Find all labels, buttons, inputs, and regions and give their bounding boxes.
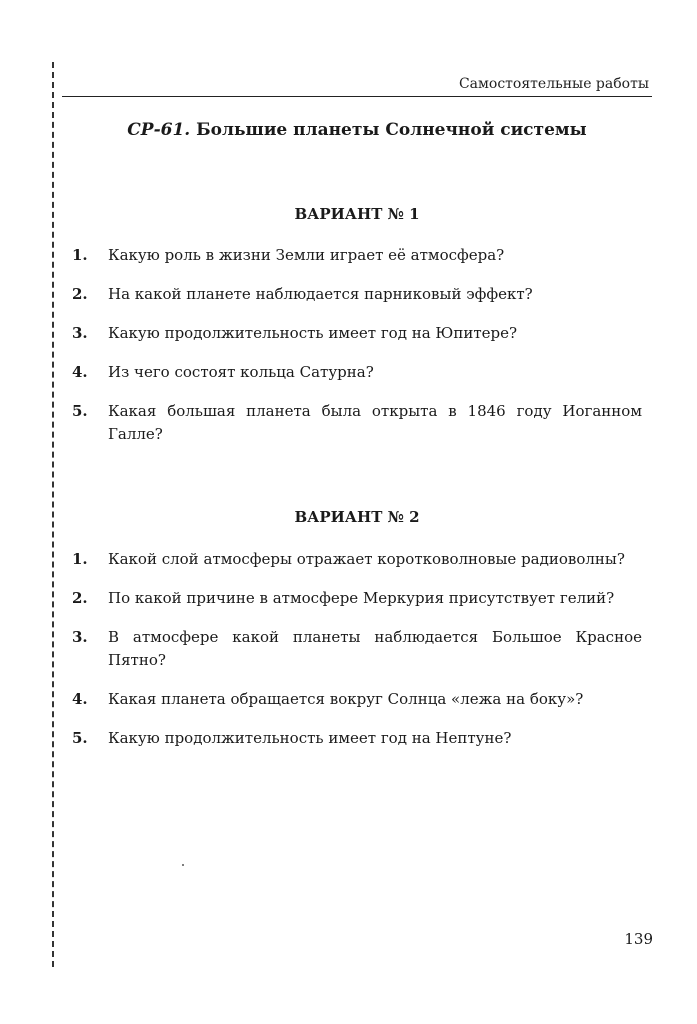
page-title	[62, 120, 652, 140]
question-number: 1.	[72, 550, 88, 568]
variant-2-questions	[72, 548, 642, 766]
question-item	[72, 548, 642, 571]
running-header: Самостоятельные работы	[458, 76, 649, 92]
question-text: Какую продолжительность имеет год на Юпитере?	[108, 324, 518, 342]
page-number: 139	[624, 930, 653, 948]
question-number: 4.	[72, 690, 88, 708]
margin-cut-line	[52, 62, 54, 967]
question-item	[72, 727, 642, 750]
question-item	[72, 688, 642, 711]
variant-2-heading: ВАРИАНТ № 2	[294, 508, 420, 526]
question-number: 5.	[72, 729, 88, 747]
question-number: 3.	[72, 324, 88, 342]
question-number: 2.	[72, 589, 88, 607]
question-text: Какая большая планета была открыта в 1846 году Иоганном Галле?	[108, 402, 642, 443]
title-text: Большие планеты Солнечной системы	[196, 120, 587, 140]
title-code: СР-61.	[127, 120, 191, 140]
question-number: 4.	[72, 363, 88, 381]
scan-speck	[182, 864, 184, 866]
question-number: 3.	[72, 628, 88, 646]
question-text: Какую продолжительность имеет год на Нептуне?	[108, 729, 512, 747]
question-item	[72, 244, 642, 267]
question-text: По какой причине в атмосфере Меркурия присутствует гелий?	[108, 589, 615, 607]
question-text: Какую роль в жизни Земли играет её атмосфера?	[108, 246, 505, 264]
question-item	[72, 361, 642, 384]
question-item	[72, 283, 642, 306]
variant-1-heading: ВАРИАНТ № 1	[294, 205, 420, 223]
question-text: На какой планете наблюдается парниковый эффект?	[108, 285, 533, 303]
question-number: 2.	[72, 285, 88, 303]
variant-1-questions	[72, 244, 642, 462]
question-item	[72, 322, 642, 345]
question-item	[72, 626, 642, 672]
question-item	[72, 400, 642, 446]
header-rule	[62, 96, 652, 97]
question-item	[72, 587, 642, 610]
question-number: 1.	[72, 246, 88, 264]
question-text: Из чего состоят кольца Сатурна?	[108, 363, 374, 381]
question-number: 5.	[72, 402, 88, 420]
question-text: Какой слой атмосферы отражает коротковолновые радиоволны?	[108, 550, 625, 568]
question-text: В атмосфере какой планеты наблюдается Большое Красное Пятно?	[108, 628, 642, 669]
question-text: Какая планета обращается вокруг Солнца «лежа на боку»?	[108, 690, 584, 708]
